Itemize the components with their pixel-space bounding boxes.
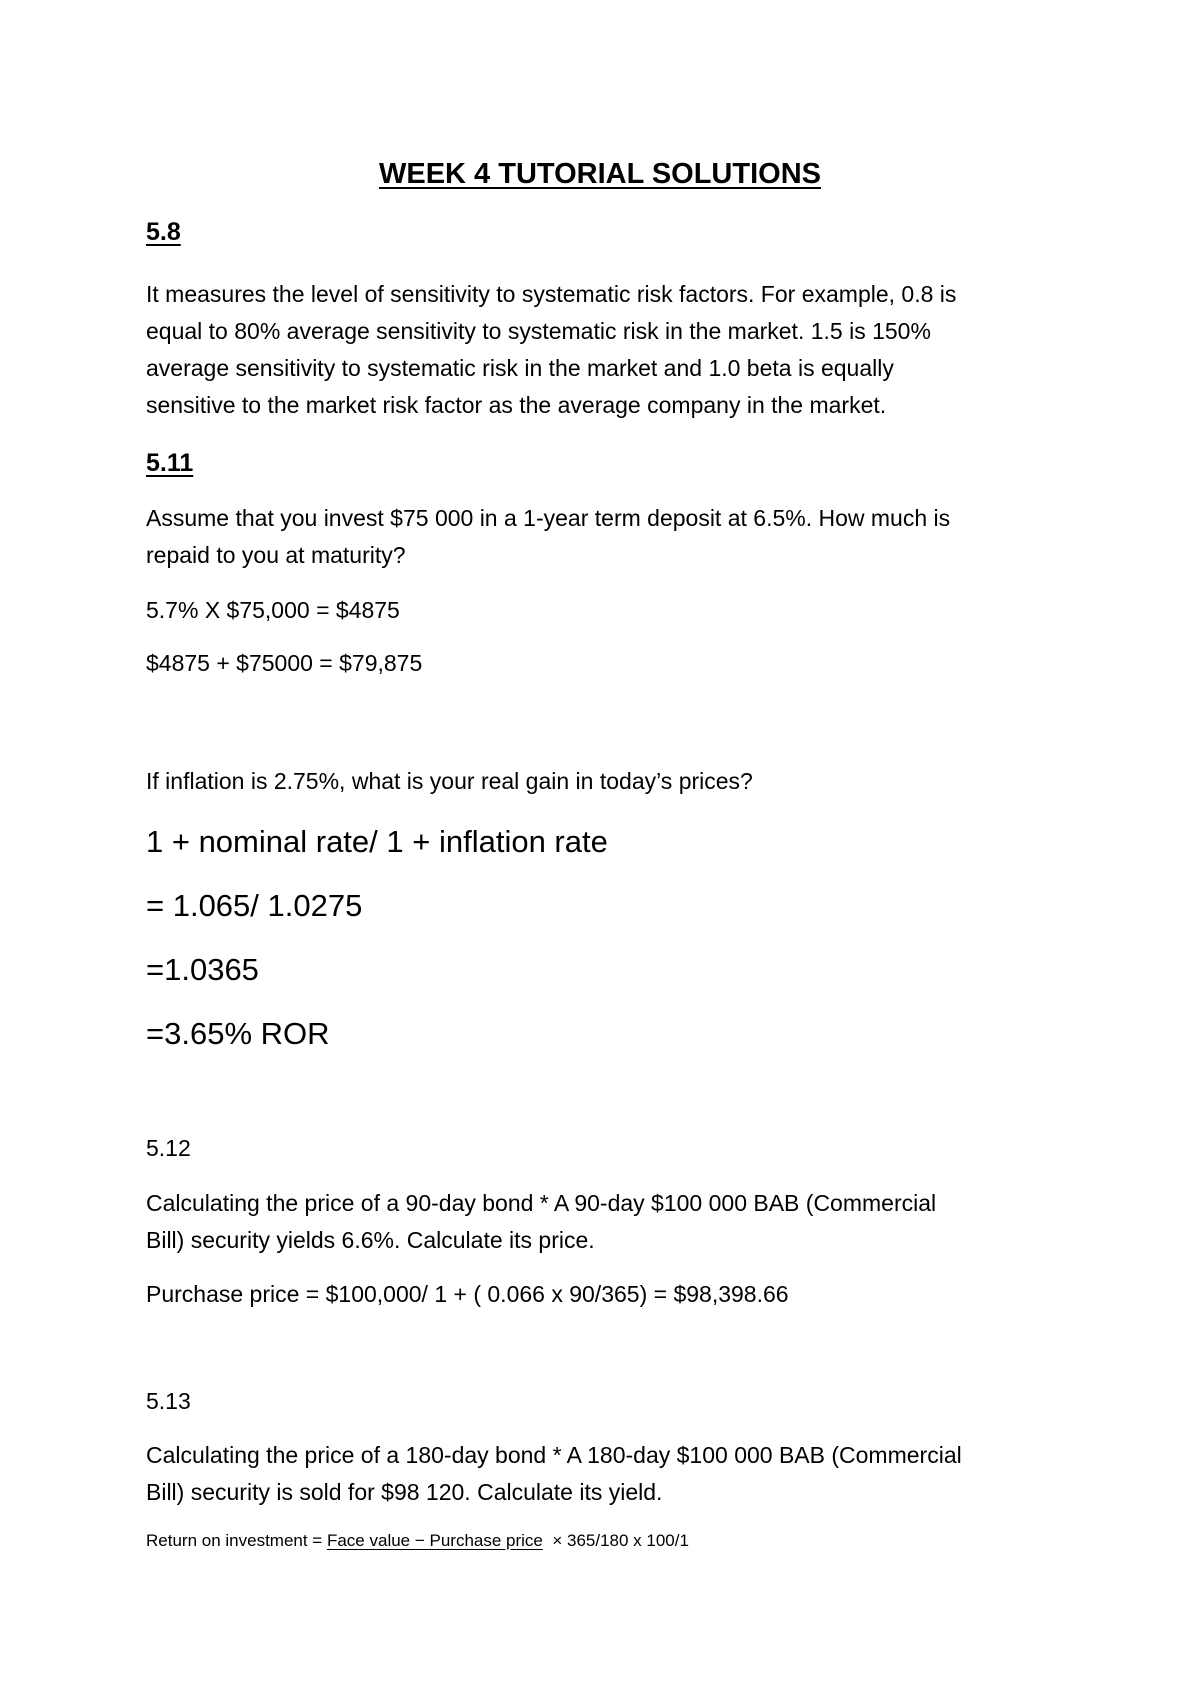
question-line: Assume that you invest $75 000 in a 1-year term deposit at 6.5%. How much is: [146, 505, 951, 531]
paragraph-line: equal to 80% average sensitivity to systematic risk in the market. 1.5 is 150%: [146, 318, 931, 344]
section-heading-5-12: 5.12: [146, 1135, 191, 1161]
paragraph-line: sensitive to the market risk factor as the average company in the market.: [146, 392, 887, 418]
question-line: repaid to you at maturity?: [146, 542, 406, 568]
calculation-line: $4875 + $75000 = $79,875: [146, 650, 423, 676]
answer-line: Purchase price = $100,000/ 1 + ( 0.066 x 90/365) = $98,398.66: [146, 1281, 789, 1307]
section-heading-5-8: 5.8: [146, 218, 181, 246]
question-line: If inflation is 2.75%, what is your real gain in today’s prices?: [146, 768, 753, 794]
page-title: [0, 158, 1200, 191]
paragraph-line: average sensitivity to systematic risk in the market and 1.0 beta is equally: [146, 355, 894, 381]
question-line: Calculating the price of a 180-day bond * A 180-day $100 000 BAB (Commercial: [146, 1442, 962, 1468]
section-heading-5-13: 5.13: [146, 1388, 191, 1414]
formula-line: =1.0365: [146, 952, 259, 987]
question-line: Bill) security yields 6.6%. Calculate its price.: [146, 1227, 595, 1253]
page-title-text: WEEK 4 TUTORIAL SOLUTIONS: [378, 158, 821, 190]
section-heading-5-11: 5.11: [146, 449, 194, 477]
formula-line: = 1.065/ 1.0275: [146, 888, 363, 923]
paragraph-line: It measures the level of sensitivity to systematic risk factors. For example, 0.8 is: [146, 281, 957, 307]
formula-line: 1 + nominal rate/ 1 + inflation rate: [146, 824, 608, 859]
formula-line: =3.65% ROR: [146, 1016, 330, 1051]
calculation-line: 5.7% X $75,000 = $4875: [146, 597, 400, 623]
roi-numerator: Face value − Purchase price: [326, 1531, 543, 1550]
question-line: Calculating the price of a 90-day bond * A 90-day $100 000 BAB (Commercial: [146, 1190, 937, 1216]
question-line: Bill) security is sold for $98 120. Calculate its yield.: [146, 1479, 663, 1505]
roi-formula-line: [146, 1532, 689, 1549]
roi-label: Return on investment =: [146, 1531, 327, 1550]
roi-rest: × 365/180 x 100/1: [542, 1531, 689, 1550]
